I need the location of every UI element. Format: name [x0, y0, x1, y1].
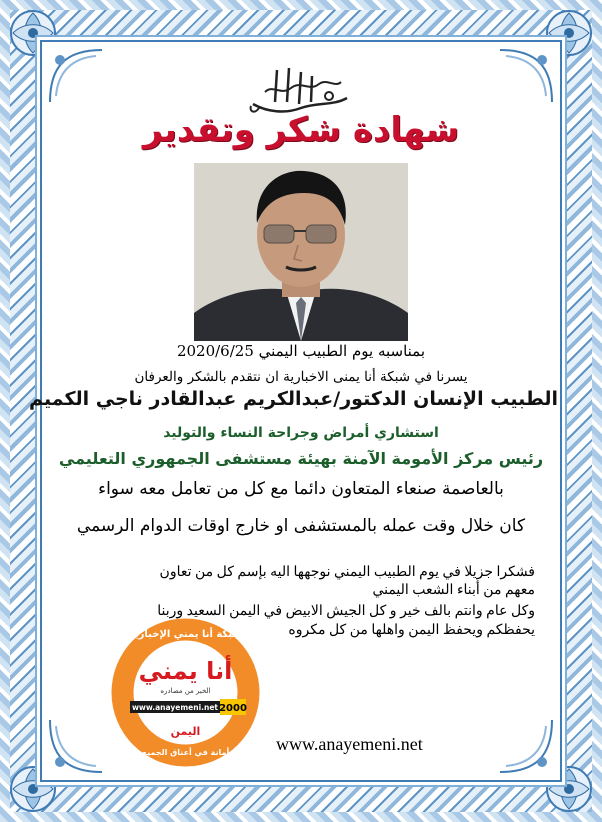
anayemeni-logo	[108, 615, 263, 770]
recipient-photo	[194, 163, 408, 341]
body-line: بالعاصمة صنعاء المتعاون دائما مع كل من تعامل معه سواء	[98, 479, 504, 499]
recipient-specialty: استشاري أمراض وجراحة النساء والتوليد	[163, 425, 439, 441]
occasion-line: بمناسبه يوم الطبيب اليمني 2020/6/25	[176, 342, 426, 360]
logo-brand: أنا يمني	[138, 657, 233, 685]
logo-tagline: الخبر من مصادره	[160, 687, 211, 695]
thanks-line: فشكرا جزيلا في يوم الطبيب اليمني نوجهها اليه بإسم كل من تعاون	[159, 565, 535, 580]
recipient-position: رئيس مركز الأمومة الآمنة بهيئة مستشفى الجمهوري التعليمي	[58, 449, 544, 468]
thanks-line: وكل عام وانتم بالف خير و كل الجيش الابيض في اليمن السعيد وربنا	[157, 604, 535, 619]
recipient-name: الطبيب الإنسان الدكتور/عبدالكريم عبدالقادر ناجي الكميم	[29, 388, 558, 410]
logo-top-text: شبكة أنا يمني الإخبارية	[128, 629, 243, 640]
inner-corner-flourish	[46, 46, 106, 106]
inner-corner-flourish	[46, 716, 106, 776]
logo-site: www.anayemeni.net	[131, 703, 219, 712]
inner-corner-flourish	[496, 716, 556, 776]
logo-motto: أمانة في أعناق الجميع	[141, 748, 230, 757]
thanks-line: يحفظكم ويحفظ اليمن واهلها من كل مكروه	[288, 623, 535, 638]
thanks-line: معهم من أبناء الشعب اليمني	[372, 583, 535, 598]
logo-year: 2000	[219, 703, 247, 714]
body-line: كان خلال وقت عمله بالمستشفى او خارج اوقات الدوام الرسمي	[76, 516, 526, 536]
website-link[interactable]: www.anayemeni.net	[276, 734, 423, 754]
certificate-title: شهادة شكر وتقدير	[142, 110, 460, 150]
logo-bottom-text: اليمن	[170, 725, 201, 738]
intro-line: يسرنا في شبكة أنا يمنى الاخبارية ان نتقدم بالشكر والعرفان	[134, 369, 468, 385]
inner-corner-flourish	[496, 46, 556, 106]
